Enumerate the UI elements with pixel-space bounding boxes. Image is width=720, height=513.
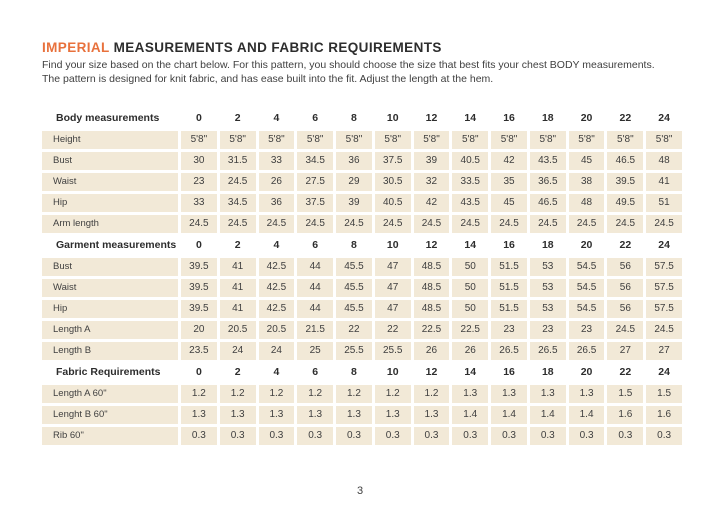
value-cell: 1.2	[375, 385, 411, 403]
value-cell: 37.5	[375, 152, 411, 170]
row-label: Hip	[42, 194, 178, 212]
value-cell: 24.5	[220, 173, 256, 191]
value-cell: 26.5	[530, 342, 566, 360]
row-label: Bust	[42, 152, 178, 170]
value-cell: 27	[646, 342, 682, 360]
table-row	[42, 300, 682, 318]
value-cell: 30	[181, 152, 217, 170]
value-cell: 39.5	[181, 279, 217, 297]
size-header-cell: 12	[414, 109, 450, 128]
row-label: Height	[42, 131, 178, 149]
value-cell: 48.5	[414, 300, 450, 318]
value-cell: 26	[259, 173, 295, 191]
size-header-cell: 20	[569, 236, 605, 255]
value-cell: 36	[259, 194, 295, 212]
value-cell: 37.5	[297, 194, 333, 212]
value-cell: 0.3	[569, 427, 605, 445]
value-cell: 0.3	[530, 427, 566, 445]
value-cell: 45.5	[336, 279, 372, 297]
table-row	[42, 131, 682, 149]
size-header-cell: 18	[530, 236, 566, 255]
value-cell: 1.3	[569, 385, 605, 403]
value-cell: 42.5	[259, 258, 295, 276]
size-header-cell: 12	[414, 236, 450, 255]
value-cell: 33	[181, 194, 217, 212]
size-header-cell: 22	[607, 363, 643, 382]
value-cell: 1.6	[646, 406, 682, 424]
value-cell: 1.4	[530, 406, 566, 424]
size-header-cell: 4	[259, 236, 295, 255]
size-header-cell: 16	[491, 363, 527, 382]
value-cell: 23	[181, 173, 217, 191]
section-header-row	[42, 236, 682, 255]
section-header-label: Garment measurements	[42, 236, 178, 255]
value-cell: 29	[336, 173, 372, 191]
subtitle-line-2: The pattern is designed for knit fabric, and has ease built into the fit. Adjust the length at the hem.	[42, 72, 494, 85]
value-cell: 26.5	[491, 342, 527, 360]
value-cell: 47	[375, 279, 411, 297]
value-cell: 5'8"	[569, 131, 605, 149]
value-cell: 1.3	[530, 385, 566, 403]
value-cell: 45.5	[336, 258, 372, 276]
value-cell: 23	[530, 321, 566, 339]
value-cell: 1.6	[607, 406, 643, 424]
row-label: Hip	[42, 300, 178, 318]
size-header-cell: 0	[181, 363, 217, 382]
table-row	[42, 152, 682, 170]
value-cell: 25	[297, 342, 333, 360]
size-header-cell: 24	[646, 363, 682, 382]
value-cell: 27	[607, 342, 643, 360]
value-cell: 0.3	[414, 427, 450, 445]
value-cell: 33.5	[452, 173, 488, 191]
size-header-cell: 16	[491, 109, 527, 128]
row-label: Arm length	[42, 215, 178, 233]
value-cell: 23	[569, 321, 605, 339]
value-cell: 57.5	[646, 258, 682, 276]
size-header-cell: 14	[452, 109, 488, 128]
value-cell: 53	[530, 300, 566, 318]
value-cell: 1.3	[336, 406, 372, 424]
value-cell: 0.3	[259, 427, 295, 445]
row-label: Length B	[42, 342, 178, 360]
title-highlight: IMPERIAL	[42, 40, 110, 55]
value-cell: 24.5	[646, 321, 682, 339]
value-cell: 0.3	[491, 427, 527, 445]
value-cell: 24.5	[259, 215, 295, 233]
subtitle-line-1: Find your size based on the chart below. For this pattern, you should choose the size that best fits your chest BODY measurements.	[42, 59, 655, 71]
value-cell: 50	[452, 300, 488, 318]
size-header-cell: 8	[336, 109, 372, 128]
value-cell: 0.3	[297, 427, 333, 445]
size-table	[42, 109, 682, 445]
value-cell: 32	[414, 173, 450, 191]
value-cell: 24.5	[375, 215, 411, 233]
size-header-cell: 20	[569, 109, 605, 128]
value-cell: 22.5	[414, 321, 450, 339]
value-cell: 5'8"	[181, 131, 217, 149]
value-cell: 23.5	[181, 342, 217, 360]
size-header-cell: 24	[646, 236, 682, 255]
size-header-cell: 24	[646, 109, 682, 128]
value-cell: 47	[375, 300, 411, 318]
value-cell: 1.3	[375, 406, 411, 424]
value-cell: 5'8"	[297, 131, 333, 149]
size-header-cell: 10	[375, 236, 411, 255]
title-rest: MEASUREMENTS AND FABRIC REQUIREMENTS	[109, 40, 442, 55]
value-cell: 24	[259, 342, 295, 360]
size-header-cell: 6	[297, 109, 333, 128]
value-cell: 45	[569, 152, 605, 170]
size-header-cell: 22	[607, 109, 643, 128]
value-cell: 0.3	[607, 427, 643, 445]
value-cell: 51.5	[491, 279, 527, 297]
size-header-cell: 18	[530, 363, 566, 382]
value-cell: 39.5	[607, 173, 643, 191]
value-cell: 1.3	[414, 406, 450, 424]
size-header-cell: 2	[220, 236, 256, 255]
value-cell: 42	[491, 152, 527, 170]
size-header-cell: 10	[375, 109, 411, 128]
table-row	[42, 342, 682, 360]
value-cell: 24.5	[607, 321, 643, 339]
value-cell: 36	[336, 152, 372, 170]
value-cell: 33	[259, 152, 295, 170]
value-cell: 5'8"	[452, 131, 488, 149]
value-cell: 1.2	[297, 385, 333, 403]
table-row	[42, 194, 682, 212]
value-cell: 42.5	[259, 300, 295, 318]
value-cell: 5'8"	[220, 131, 256, 149]
row-label: Length A 60"	[42, 385, 178, 403]
value-cell: 5'8"	[414, 131, 450, 149]
value-cell: 1.3	[259, 406, 295, 424]
value-cell: 25.5	[336, 342, 372, 360]
size-header-cell: 8	[336, 236, 372, 255]
value-cell: 24.5	[530, 215, 566, 233]
value-cell: 1.4	[491, 406, 527, 424]
value-cell: 22	[375, 321, 411, 339]
row-label: Rib 60"	[42, 427, 178, 445]
size-header-cell: 4	[259, 363, 295, 382]
value-cell: 43.5	[530, 152, 566, 170]
row-label: Bust	[42, 258, 178, 276]
size-header-cell: 16	[491, 236, 527, 255]
value-cell: 20.5	[220, 321, 256, 339]
value-cell: 38	[569, 173, 605, 191]
value-cell: 27.5	[297, 173, 333, 191]
value-cell: 40.5	[375, 194, 411, 212]
value-cell: 5'8"	[491, 131, 527, 149]
value-cell: 54.5	[569, 258, 605, 276]
page-number: 3	[356, 485, 364, 497]
value-cell: 5'8"	[607, 131, 643, 149]
value-cell: 24.5	[569, 215, 605, 233]
value-cell: 24	[220, 342, 256, 360]
value-cell: 44	[297, 300, 333, 318]
value-cell: 42	[414, 194, 450, 212]
value-cell: 20.5	[259, 321, 295, 339]
table-row	[42, 427, 682, 445]
value-cell: 5'8"	[336, 131, 372, 149]
value-cell: 51.5	[491, 300, 527, 318]
value-cell: 40.5	[452, 152, 488, 170]
value-cell: 0.3	[220, 427, 256, 445]
value-cell: 57.5	[646, 279, 682, 297]
table-row	[42, 173, 682, 191]
row-label: Waist	[42, 173, 178, 191]
value-cell: 51.5	[491, 258, 527, 276]
value-cell: 22	[336, 321, 372, 339]
value-cell: 31.5	[220, 152, 256, 170]
value-cell: 24.5	[220, 215, 256, 233]
value-cell: 39.5	[181, 300, 217, 318]
value-cell: 35	[491, 173, 527, 191]
value-cell: 24.5	[607, 215, 643, 233]
value-cell: 39	[336, 194, 372, 212]
size-header-cell: 22	[607, 236, 643, 255]
value-cell: 5'8"	[259, 131, 295, 149]
value-cell: 24.5	[297, 215, 333, 233]
section-header-label: Body measurements	[42, 109, 178, 128]
size-header-cell: 0	[181, 236, 217, 255]
value-cell: 56	[607, 258, 643, 276]
size-header-cell: 20	[569, 363, 605, 382]
value-cell: 45.5	[336, 300, 372, 318]
row-label: Length A	[42, 321, 178, 339]
size-header-cell: 4	[259, 109, 295, 128]
value-cell: 34.5	[220, 194, 256, 212]
value-cell: 56	[607, 300, 643, 318]
value-cell: 23	[491, 321, 527, 339]
value-cell: 43.5	[452, 194, 488, 212]
value-cell: 5'8"	[530, 131, 566, 149]
value-cell: 21.5	[297, 321, 333, 339]
value-cell: 44	[297, 258, 333, 276]
section-header-row	[42, 363, 682, 382]
size-header-cell: 6	[297, 363, 333, 382]
table-row	[42, 321, 682, 339]
value-cell: 24.5	[491, 215, 527, 233]
value-cell: 0.3	[452, 427, 488, 445]
size-header-cell: 2	[220, 109, 256, 128]
value-cell: 1.3	[491, 385, 527, 403]
table-row	[42, 215, 682, 233]
section-header-row	[42, 109, 682, 128]
size-header-cell: 8	[336, 363, 372, 382]
value-cell: 22.5	[452, 321, 488, 339]
table-row	[42, 258, 682, 276]
value-cell: 39.5	[181, 258, 217, 276]
value-cell: 26	[414, 342, 450, 360]
value-cell: 47	[375, 258, 411, 276]
value-cell: 45	[491, 194, 527, 212]
value-cell: 48	[646, 152, 682, 170]
page-subtitle	[42, 59, 682, 87]
value-cell: 26.5	[569, 342, 605, 360]
size-header-cell: 14	[452, 236, 488, 255]
value-cell: 54.5	[569, 279, 605, 297]
value-cell: 50	[452, 279, 488, 297]
value-cell: 42.5	[259, 279, 295, 297]
size-header-cell: 18	[530, 109, 566, 128]
value-cell: 34.5	[297, 152, 333, 170]
section-header-label: Fabric Requirements	[42, 363, 178, 382]
value-cell: 24.5	[414, 215, 450, 233]
value-cell: 1.5	[646, 385, 682, 403]
value-cell: 51	[646, 194, 682, 212]
value-cell: 41	[220, 300, 256, 318]
value-cell: 48.5	[414, 258, 450, 276]
value-cell: 0.3	[375, 427, 411, 445]
value-cell: 26	[452, 342, 488, 360]
value-cell: 0.3	[336, 427, 372, 445]
table-row	[42, 385, 682, 403]
value-cell: 53	[530, 258, 566, 276]
value-cell: 48	[569, 194, 605, 212]
value-cell: 46.5	[530, 194, 566, 212]
value-cell: 44	[297, 279, 333, 297]
value-cell: 5'8"	[646, 131, 682, 149]
value-cell: 24.5	[181, 215, 217, 233]
value-cell: 41	[646, 173, 682, 191]
value-cell: 36.5	[530, 173, 566, 191]
value-cell: 41	[220, 258, 256, 276]
value-cell: 20	[181, 321, 217, 339]
value-cell: 24.5	[646, 215, 682, 233]
size-header-cell: 0	[181, 109, 217, 128]
table-row	[42, 406, 682, 424]
size-header-cell: 2	[220, 363, 256, 382]
value-cell: 50	[452, 258, 488, 276]
value-cell: 1.2	[220, 385, 256, 403]
value-cell: 1.3	[181, 406, 217, 424]
value-cell: 53	[530, 279, 566, 297]
value-cell: 1.4	[452, 406, 488, 424]
value-cell: 1.2	[259, 385, 295, 403]
size-header-cell: 14	[452, 363, 488, 382]
value-cell: 39	[414, 152, 450, 170]
value-cell: 24.5	[452, 215, 488, 233]
value-cell: 56	[607, 279, 643, 297]
page-title	[42, 40, 682, 55]
row-label: Lenght B 60"	[42, 406, 178, 424]
value-cell: 25.5	[375, 342, 411, 360]
value-cell: 1.3	[297, 406, 333, 424]
value-cell: 1.3	[220, 406, 256, 424]
size-header-cell: 10	[375, 363, 411, 382]
value-cell: 1.2	[336, 385, 372, 403]
value-cell: 5'8"	[375, 131, 411, 149]
page-content	[42, 40, 682, 445]
value-cell: 41	[220, 279, 256, 297]
value-cell: 46.5	[607, 152, 643, 170]
size-header-cell: 12	[414, 363, 450, 382]
row-label: Waist	[42, 279, 178, 297]
value-cell: 24.5	[336, 215, 372, 233]
value-cell: 1.4	[569, 406, 605, 424]
value-cell: 30.5	[375, 173, 411, 191]
table-row	[42, 279, 682, 297]
value-cell: 0.3	[646, 427, 682, 445]
value-cell: 48.5	[414, 279, 450, 297]
value-cell: 57.5	[646, 300, 682, 318]
value-cell: 0.3	[181, 427, 217, 445]
value-cell: 1.2	[414, 385, 450, 403]
size-header-cell: 6	[297, 236, 333, 255]
value-cell: 1.3	[452, 385, 488, 403]
value-cell: 54.5	[569, 300, 605, 318]
value-cell: 1.2	[181, 385, 217, 403]
value-cell: 49.5	[607, 194, 643, 212]
value-cell: 1.5	[607, 385, 643, 403]
